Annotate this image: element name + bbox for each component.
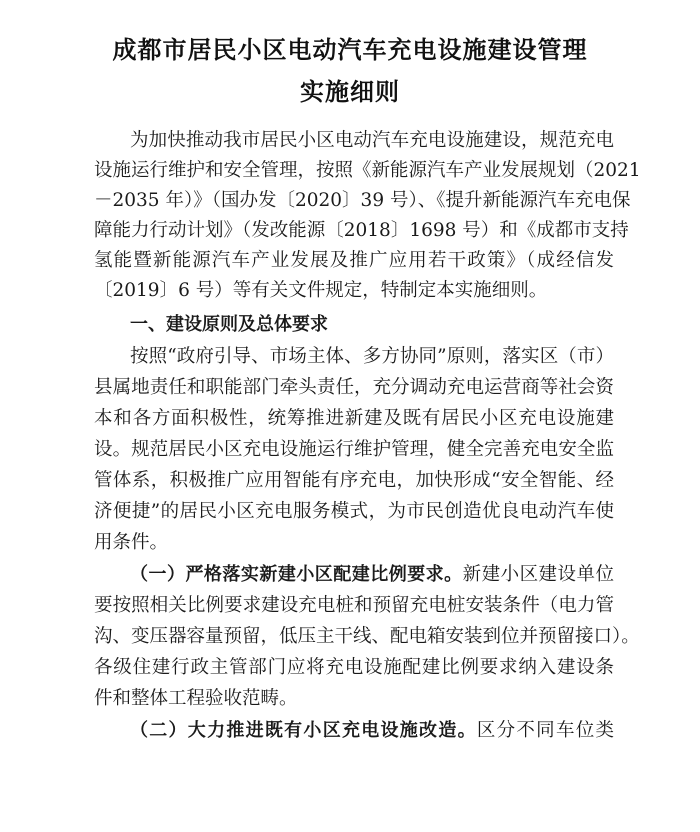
- intro-line: 设施运行维护和安全管理，按照《新能源汽车产业发展规划（2021: [94, 160, 641, 181]
- subsection-first-line: [130, 718, 614, 744]
- section-paragraph-line: 县属地责任和职能部门牵头责任，充分调动充电运营商等社会资: [94, 377, 614, 398]
- document-title-line-1: 成都市居民小区电动汽车充电设施建设管理: [112, 36, 588, 64]
- subsection-lead-text: 区分不同车位类: [476, 720, 614, 741]
- document-title-line-2: 实施细则: [300, 78, 400, 106]
- intro-line: 〔2019〕6 号）等有关文件规定，特制定本实施细则。: [94, 280, 548, 301]
- section-paragraph-line: 设。规范居民小区充电设施运行维护管理，健全完善充电安全监: [94, 439, 614, 460]
- section-paragraph-line: 按照“政府引导、市场主体、多方协同”原则，落实区（市）: [130, 346, 614, 367]
- intro-line: －2035 年）》（国办发〔2020〕39 号）、《提升新能源汽车充电保: [94, 190, 631, 211]
- intro-line: 氢能暨新能源汽车产业发展及推广应用若干政策》（成经信发: [94, 250, 614, 271]
- subsection-line: 各级住建行政主管部门应将充电设施配建比例要求纳入建设条: [94, 657, 614, 678]
- section-paragraph-line: 本和各方面积极性，统筹推进新建及既有居民小区充电设施建: [94, 408, 614, 429]
- subsection-first-line: [130, 562, 614, 588]
- section-paragraph-line: 管体系，积极推广应用智能有序充电，加快形成“安全智能、经: [94, 470, 614, 491]
- subsection-line: 件和整体工程验收范畴。: [94, 688, 298, 709]
- section-heading: 一、建设原则及总体要求: [130, 314, 328, 335]
- subsection-line: 沟、变压器容量预留，低压主干线、配电箱安装到位并预留接口）。: [94, 626, 640, 647]
- section-paragraph-line: 济便捷”的居民小区充电服务模式，为市民创造优良电动汽车使: [94, 501, 614, 522]
- subsection-heading: （一）严格落实新建小区配建比例要求。: [130, 564, 463, 585]
- subsection-line: 要按照相关比例要求建设充电桩和预留充电桩安装条件（电力管: [94, 595, 614, 616]
- intro-line: 障能力行动计划》（发改能源〔2018〕1698 号）和《成都市支持: [94, 220, 629, 241]
- subsection-lead-text: 新建小区建设单位: [462, 564, 614, 585]
- section-paragraph-line: 用条件。: [94, 532, 169, 553]
- subsection-heading: （二）大力推进既有小区充电设施改造。: [130, 720, 477, 741]
- intro-line: 为加快推动我市居民小区电动汽车充电设施建设，规范充电: [130, 130, 614, 151]
